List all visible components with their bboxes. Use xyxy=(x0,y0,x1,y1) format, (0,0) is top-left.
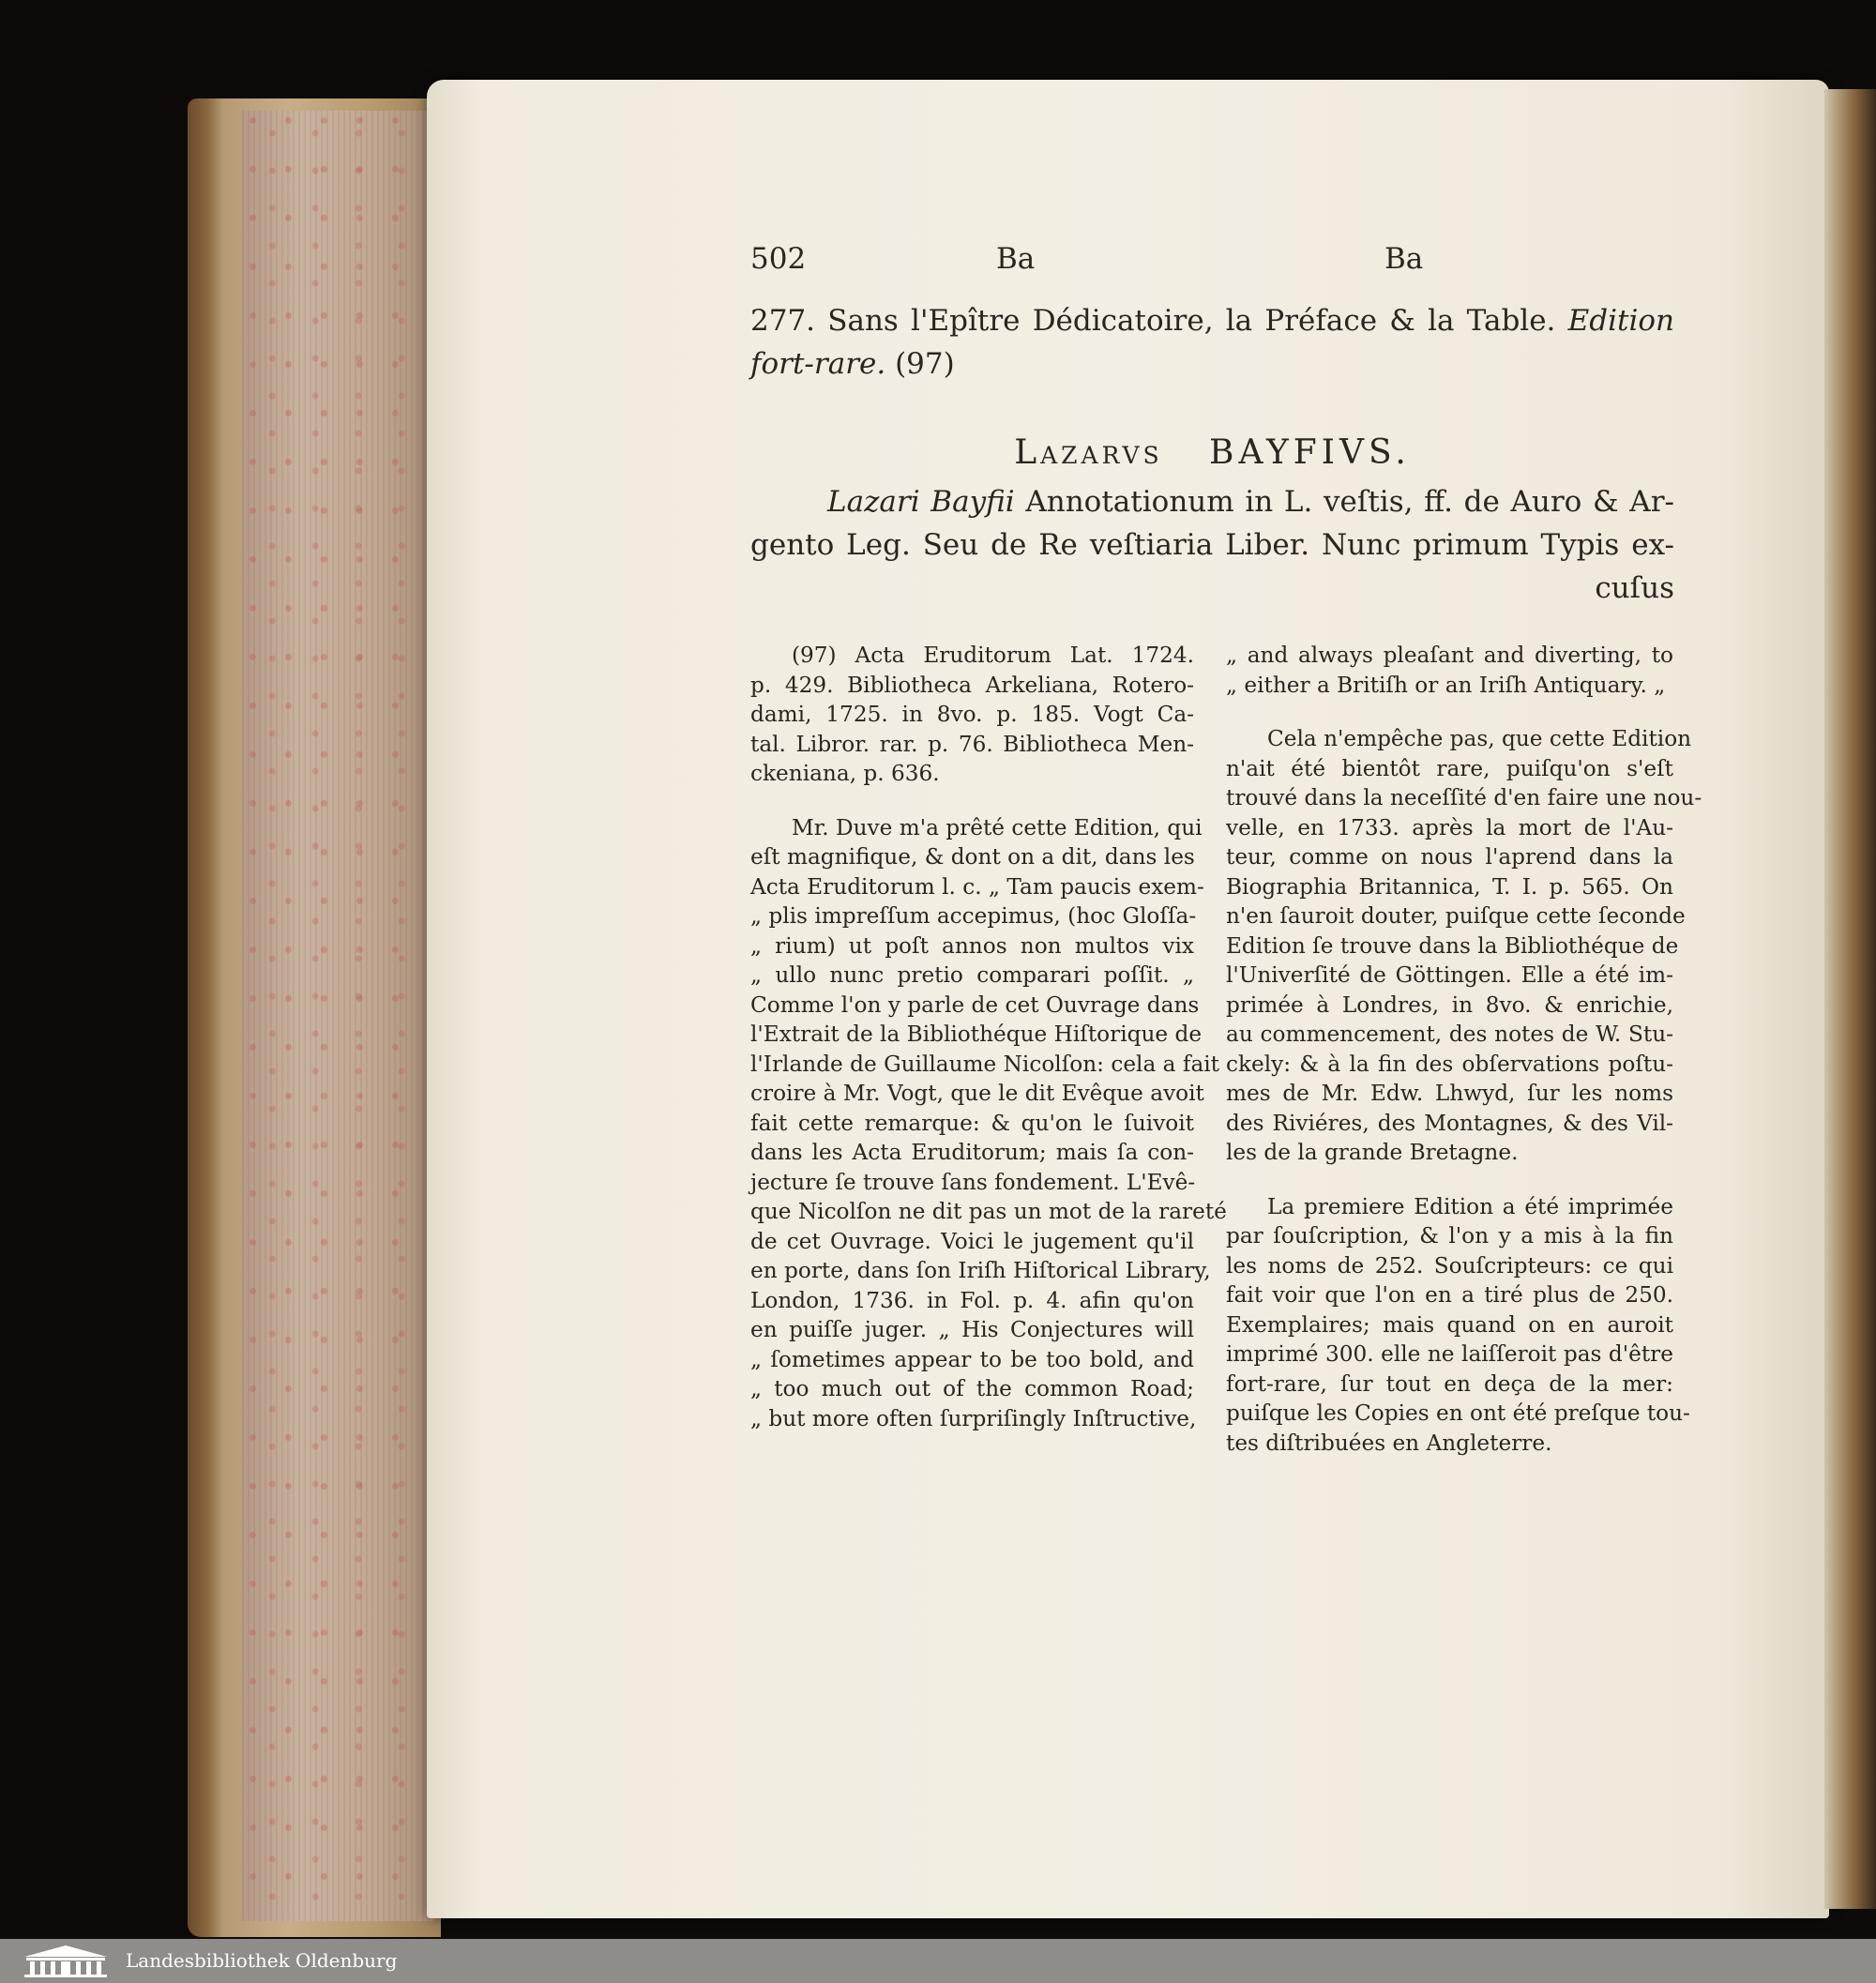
paragraph-line: par ſouſcription, & l'on y a mis à la fin xyxy=(1226,1223,1673,1249)
paragraph-line: croire à Mr. Vogt, que le dit Evêque avoit xyxy=(750,1081,1204,1106)
paragraph-gap xyxy=(750,789,1194,813)
paragraph-line: trouvé dans la neceſſité d'en faire une nou- xyxy=(1226,785,1702,810)
paragraph-gap xyxy=(1226,1168,1673,1192)
paragraph-line: puiſque les Copies en ont été preſque tou- xyxy=(1226,1400,1690,1426)
title-line-2: gento Leg. Seu de Re veſtiaria Liber. Nunc primum Typis ex- xyxy=(750,528,1674,562)
paragraph-line: tes diſtribuées en Angleterre. xyxy=(1226,1430,1552,1456)
paragraph-line: velle, en 1733. après la mort de l'Au- xyxy=(1226,814,1673,840)
author-firstname: Lazarvs xyxy=(1014,433,1163,472)
page-number: 502 xyxy=(750,242,807,276)
paragraph-line: Cela n'empêche pas, que cette Edition xyxy=(1267,726,1692,751)
paragraph-line: Mr. Duve m'a prêté cette Edition, qui xyxy=(792,814,1203,840)
paragraph-line: jecture ſe trouve ſans fondement. L'Evê- xyxy=(750,1169,1196,1195)
right-column xyxy=(1226,641,1702,1458)
paragraph-line: eſt magnifique, & dont on a dit, dans les xyxy=(750,844,1195,870)
entry-277-edition: Edition xyxy=(1567,304,1674,338)
footnote-line: (97) Acta Eruditorum Lat. 1724. xyxy=(792,643,1194,668)
running-head-right: Ba xyxy=(1384,242,1424,276)
running-head-left: Ba xyxy=(996,242,1036,276)
entry-277-line-2 xyxy=(750,343,1674,385)
page-edges xyxy=(242,111,434,1921)
paragraph-gap xyxy=(1226,700,1673,724)
paragraph-line: dans les Acta Eruditorum; mais ſa con- xyxy=(750,1140,1194,1165)
paragraph-line: „ plis impreſſum accepimus, (hoc Gloſſa- xyxy=(750,903,1197,929)
paragraph-line: que Nicolſon ne dit pas un mot de la rareté xyxy=(750,1199,1227,1224)
running-head xyxy=(750,242,1674,283)
quote-line: „ either a Britiſh or an Iriſh Antiquary. „ xyxy=(1226,672,1666,698)
paragraph-line: au commencement, des notes de W. Stu- xyxy=(1226,1022,1673,1047)
entry-277-note-ref: (97) xyxy=(885,347,955,381)
book-title-block xyxy=(750,480,1674,610)
library-building-icon xyxy=(19,1944,113,1978)
author-surname: BAYFIVS. xyxy=(1209,433,1411,472)
paragraph-line: teur, comme on nous l'aprend dans la xyxy=(1226,844,1673,870)
entry-277-fort-rare: fort-rare. xyxy=(750,347,886,381)
footnote-line: p. 429. Bibliotheca Arkeliana, Rotero- xyxy=(750,672,1194,698)
paragraph-line: „ ſometimes appear to be too bold, and xyxy=(750,1346,1194,1372)
paragraph-line: en puiſſe juger. „ His Conjectures will xyxy=(750,1317,1194,1342)
title-author-name: Lazari Bayfii xyxy=(827,485,1015,519)
paragraph-line: fait cette remarque: & qu'on le ſuivoit xyxy=(750,1110,1194,1136)
paragraph-line: „ ullo nunc pretio comparari poſſit. „ xyxy=(750,962,1194,988)
paragraph-line: des Riviéres, des Montagnes, & des Vil- xyxy=(1226,1110,1673,1136)
paragraph-line: de cet Ouvrage. Voici le jugement qu'il xyxy=(750,1228,1194,1254)
paragraph-line: Edition ſe trouve dans la Bibliothéque de xyxy=(1226,932,1679,959)
right-page-edge xyxy=(1824,89,1876,1909)
paragraph-line: en porte, dans ſon Iriſh Hiſtorical Library, xyxy=(750,1258,1211,1283)
paragraph-line: les noms de 252. Souſcripteurs: ce qui xyxy=(1226,1252,1673,1279)
paragraph-line: l'Univerſité de Göttingen. Elle a été im- xyxy=(1226,962,1673,988)
paragraph-line: Biographia Britannica, T. I. p. 565. On xyxy=(1226,873,1673,900)
quote-line: „ and always pleaſant and diverting, to xyxy=(1226,643,1673,668)
paragraph-line: Acta Eruditorum l. c. „ Tam paucis exem- xyxy=(750,873,1204,900)
paragraph-line: „ too much out of the common Road; xyxy=(750,1376,1194,1401)
paragraph-line: Exemplaires; mais quand on en auroit xyxy=(1226,1311,1673,1338)
paragraph-line: n'en ſauroit douter, puiſque cette ſeconde xyxy=(1226,903,1686,929)
library-name: Landesbibliothek Oldenburg xyxy=(126,1949,398,1972)
paragraph-line: London, 1736. in Fol. p. 4. afin qu'on xyxy=(750,1287,1194,1313)
entry-277-line-1 xyxy=(750,300,1674,341)
left-column xyxy=(750,641,1227,1433)
footnote-line: tal. Libror. rar. p. 76. Bibliotheca Men- xyxy=(750,731,1194,757)
footnote-line: ckeniana, p. 636. xyxy=(750,761,940,786)
paragraph-line: primée à Londres, in 8vo. & enrichie, xyxy=(1226,992,1673,1018)
author-heading xyxy=(750,433,1674,472)
title-line-1 xyxy=(750,480,1674,523)
footer-bar xyxy=(0,1939,1876,1983)
entry-277-text: 277. Sans l'Epître Dédicatoire, la Préface & la Table. xyxy=(750,304,1568,338)
paragraph-line: n'ait été bientôt rare, puiſqu'on s'eſt xyxy=(1226,755,1673,781)
paragraph-line: La premiere Edition a été imprimée xyxy=(1267,1193,1673,1219)
paragraph-line: Comme l'on y parle de cet Ouvrage dans xyxy=(750,992,1200,1018)
paragraph-line: „ rium) ut poſt annos non multos vix xyxy=(750,932,1194,959)
paragraph-line: fort-rare, ſur tout en deça de la mer: xyxy=(1226,1370,1673,1397)
paragraph-line: ckely: & à la fin des obſervations poſtu- xyxy=(1226,1051,1673,1077)
paragraph-line: imprimé 300. elle ne laiſſeroit pas d'être xyxy=(1226,1341,1673,1367)
paragraph-line: „ but more often ſurpriſingly Inſtructive, xyxy=(750,1405,1197,1431)
title-line-3: cuſus xyxy=(1595,571,1674,605)
paragraph-line: l'Irlande de Guillaume Nicolſon: cela a fait xyxy=(750,1051,1220,1077)
paragraph-line: mes de Mr. Edw. Lhwyd, ſur les noms xyxy=(1226,1081,1673,1106)
paragraph-line: les de la grande Bretagne. xyxy=(1226,1140,1519,1165)
paragraph-line: l'Extrait de la Bibliothéque Hiſtorique de xyxy=(750,1022,1203,1047)
footnote-line: dami, 1725. in 8vo. p. 185. Vogt Ca- xyxy=(750,702,1194,727)
paragraph-line: fait voir que l'on en a tiré plus de 250. xyxy=(1226,1282,1673,1308)
title-line-1-text: Annotationum in L. veſtis, ff. de Auro & Ar- xyxy=(1014,485,1674,519)
